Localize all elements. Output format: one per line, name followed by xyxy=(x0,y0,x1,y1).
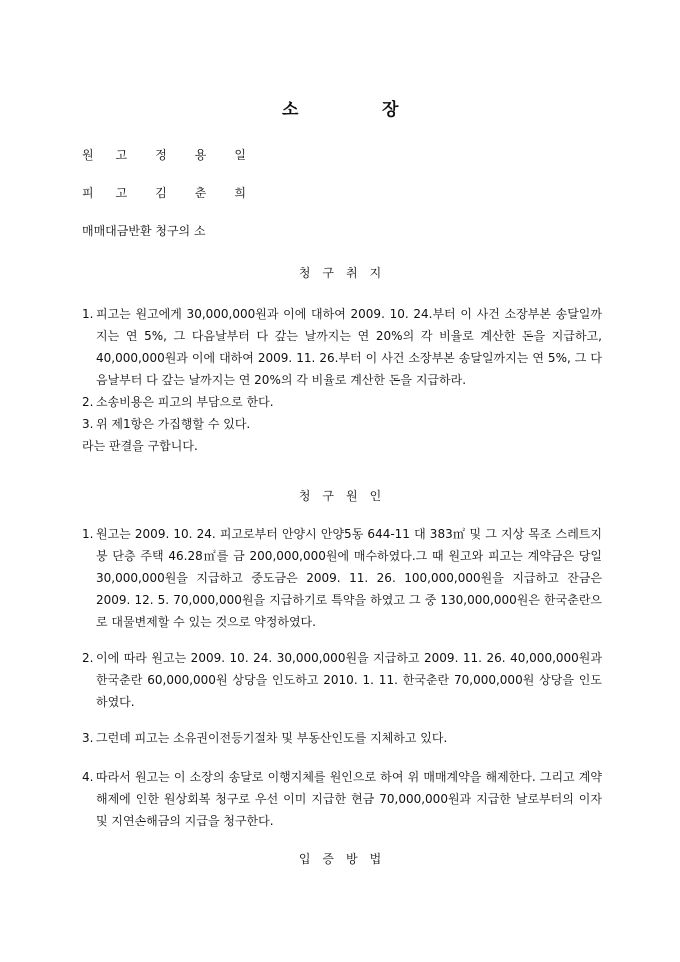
defendant-label-2: 고 xyxy=(115,186,128,200)
claim-number: 3. xyxy=(82,417,94,431)
plaintiff-line xyxy=(82,146,246,163)
claims-heading-char: 취 xyxy=(346,266,358,280)
claim-number: 1. xyxy=(82,307,94,321)
cause-item-4 xyxy=(82,766,602,832)
cause-item-2 xyxy=(82,647,602,713)
evidence-heading xyxy=(0,850,680,867)
evidence-heading-char: 입 xyxy=(298,852,311,866)
evidence-heading-char: 방 xyxy=(346,852,358,866)
causes-heading xyxy=(0,487,680,504)
cause-number: 1. xyxy=(82,527,94,541)
defendant-line xyxy=(82,184,246,201)
cause-item-3 xyxy=(82,727,602,749)
defendant-name-2: 춘 xyxy=(194,186,207,200)
claim-item xyxy=(82,391,602,413)
cause-text: 이에 따라 원고는 2009. 10. 24. 30,000,000원을 지급하고 2009. 11. 26. 40,000,000원과 한국춘란 60,000,000원 상당을 인도하고 2010. 1. 11. 한국춘란 70,000,000원 상당을 인도하였다. xyxy=(96,651,602,709)
cause-text: 따라서 원고는 이 소장의 송달로 이행지체를 원인으로 하여 위 매매계약을 해제한다. 그리고 계약해제에 인한 원상회복 청구로 우선 이미 지급한 현금 70,000,000원과 지급한 날로부터의 이자 및 지연손해금의 지급을 청구한다. xyxy=(96,770,602,828)
cause-text: 그런데 피고는 소유권이전등기절차 및 부동산인도를 지체하고 있다. xyxy=(96,731,448,745)
plaintiff-name-2: 용 xyxy=(194,148,207,162)
plaintiff-label-2: 고 xyxy=(115,148,128,162)
evidence-heading-char: 법 xyxy=(369,852,382,866)
claim-number: 2. xyxy=(82,395,94,409)
claims-heading-char: 지 xyxy=(369,266,382,280)
cause-number: 4. xyxy=(82,770,94,784)
cause-number: 2. xyxy=(82,651,94,665)
causes-heading-char: 구 xyxy=(322,489,334,503)
causes-heading-char: 원 xyxy=(346,489,358,503)
defendant-label-1: 피 xyxy=(82,186,94,200)
claim-item xyxy=(82,413,602,435)
claim-text: 소송비용은 피고의 부담으로 한다. xyxy=(96,395,274,409)
evidence-heading-char: 증 xyxy=(322,852,334,866)
claims-heading-char: 구 xyxy=(322,266,334,280)
case-name: 매매대금반환 청구의 소 xyxy=(82,224,206,238)
causes-heading-char: 청 xyxy=(298,489,311,503)
plaintiff-name-1: 정 xyxy=(155,148,167,162)
claim-text: 위 제1항은 가집행할 수 있다. xyxy=(96,417,251,431)
cause-text: 원고는 2009. 10. 24. 피고로부터 안양시 안양5동 644-11 대 383㎡ 및 그 지상 목조 스레트지붕 단층 주택 46.28㎡를 금 200,000,000원에 매수하였다.그 때 원고와 피고는 계약금은 당일 30,000,000원을 지급하고 중도금은 2009. 11. 26. 100,000,000원을 지급하고 잔금은 2009. 12. 5. 70,000,000원을 지급하기로 특약을 하였고 그 중 130,000,000원은 한국춘란으로 대물변제할 수 있는 것으로 약정하였다. xyxy=(96,527,602,629)
claims-heading-char: 청 xyxy=(298,266,311,280)
claim-text: 피고는 원고에게 30,000,000원과 이에 대하여 2009. 10. 24.부터 이 사건 소장부본 송달일까지는 연 5%, 그 다음날부터 다 갚는 날까지는 연 20%의 각 비율로 계산한 돈을 지급하고, 40,000,000원과 이에 대하여 2009. 11. 26.부터 이 사건 소장부본 송달일까지는 연 5%, 그 다음날부터 다 갚는 날까지는 연 20%의 각 비율로 계산한 돈을 지급하라. xyxy=(96,307,602,387)
document-title xyxy=(0,95,680,119)
defendant-name-3: 희 xyxy=(234,186,246,200)
claim-item xyxy=(82,303,602,391)
title-char-2: 장 xyxy=(382,100,399,120)
cause-number: 3. xyxy=(82,731,94,745)
title-char-1: 소 xyxy=(282,100,299,120)
plaintiff-label-1: 원 xyxy=(82,148,94,162)
causes-heading-char: 인 xyxy=(369,489,382,503)
plaintiff-name-3: 일 xyxy=(234,148,246,162)
claims-list xyxy=(82,303,602,457)
defendant-name-1: 김 xyxy=(155,186,167,200)
claims-heading xyxy=(0,264,680,281)
cause-item-1 xyxy=(82,523,602,633)
claims-closing: 라는 판결을 구합니다. xyxy=(82,439,198,453)
